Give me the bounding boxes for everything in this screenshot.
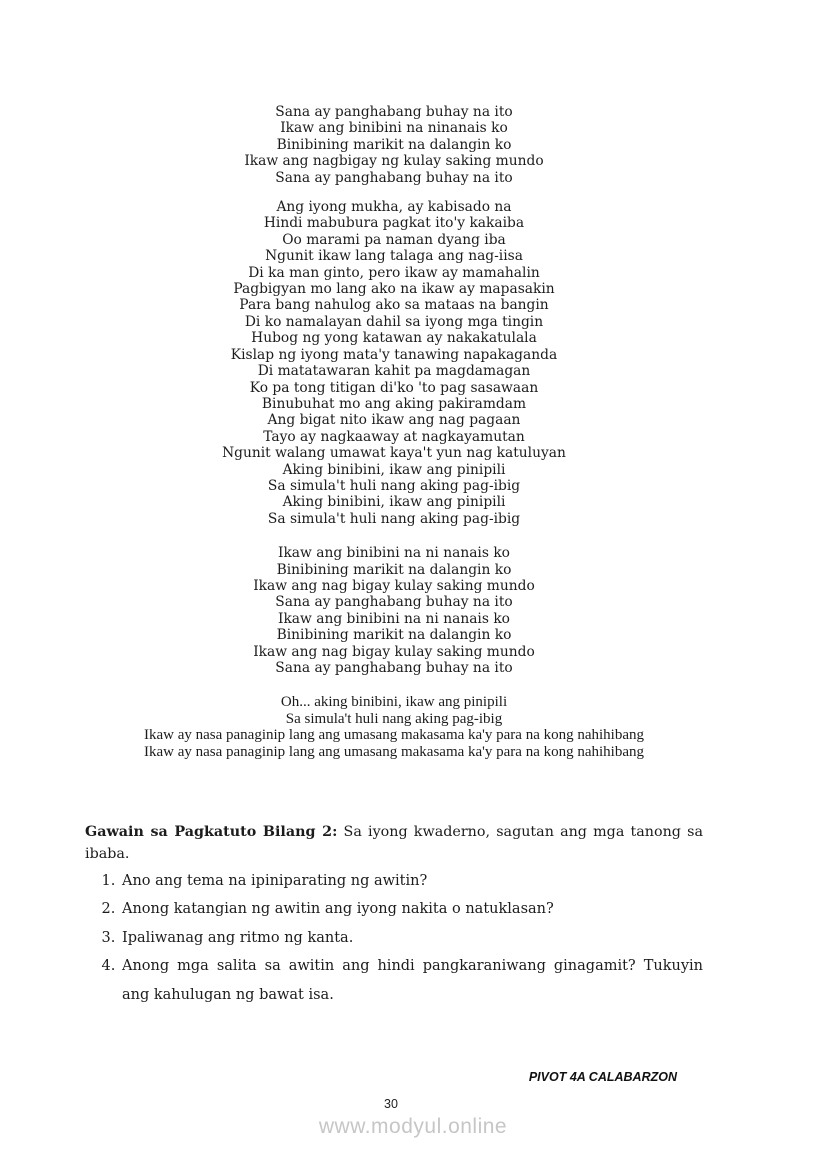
lyric-line: Kislap ng iyong mata'y tanawing napakaganda <box>230 346 558 363</box>
lyric-line: Binibining marikit na dalangin ko <box>276 136 512 153</box>
lyric-line: Pagbigyan mo lang ako na ikaw ay mapasakin <box>233 281 555 298</box>
lyric-line: Hindi mabubura pagkat ito'y kakaiba <box>263 215 525 232</box>
lyric-line: Sa simula't huli nang aking pag-ibig <box>285 710 503 727</box>
lyrics-stanza <box>85 545 703 676</box>
lyric-line: Ko pa tong titigan di'ko 'to pag sasawaan <box>249 379 539 396</box>
activity-instructions: Sa iyong kwaderno, sagutan ang mga tanong sa ibaba. <box>85 824 703 862</box>
lyric-line: Ngunit ikaw lang talaga ang nag-iisa <box>265 248 523 265</box>
lyric-line: Sana ay panghabang buhay na ito <box>275 660 513 676</box>
lyric-line: Ang iyong mukha, ay kabisado na <box>276 199 512 216</box>
questions-section <box>85 867 703 1009</box>
lyric-line: Ngunit walang umawat kaya't yun nag katuluyan <box>222 445 566 462</box>
lyric-line: Para bang nahulog ako sa mataas na bangin <box>239 297 549 314</box>
question-item: 2. Anong katangian ng awitin ang iyong nakita o natuklasan? <box>120 895 703 923</box>
lyric-line: Oh... aking binibini, ikaw ang pinipili <box>280 694 508 711</box>
lyric-line: Binibining marikit na dalangin ko <box>276 627 512 644</box>
lyrics-stanza <box>85 199 703 527</box>
lyric-line: Ikaw ang binibini na ninanais ko <box>280 120 508 137</box>
question-item: 3. Ipaliwanag ang ritmo ng kanta. <box>120 924 703 952</box>
lyric-line: Sa simula't huli nang aking pag-ibig <box>267 510 521 527</box>
lyric-line: Ikaw ay nasa panaginip lang ang umasang makasama ka'y para na kong nahihibang <box>143 727 645 744</box>
lyric-line: Sana ay panghabang buhay na ito <box>275 169 513 186</box>
lyric-line: Aking binibini, ikaw ang pinipili <box>282 461 506 478</box>
watermark: www.modyul.online <box>318 1115 508 1138</box>
lyric-line: Aking binibini, ikaw ang pinipili <box>282 494 506 511</box>
lyric-line: Ikaw ang nagbigay ng kulay saking mundo <box>244 153 544 170</box>
lyric-line: Di matatawaran kahit pa magdamagan <box>257 363 531 380</box>
lyric-line: Binubuhat mo ang aking pakiramdam <box>261 395 527 412</box>
activity-section <box>85 822 703 865</box>
question-item: 1. Ano ang tema na ipiniparating ng awitin? <box>120 867 703 895</box>
lyric-line: Oo marami pa naman dyang iba <box>282 231 506 248</box>
lyric-line: Sana ay panghabang buhay na ito <box>275 104 513 120</box>
lyrics-stanza <box>85 104 703 186</box>
lyric-line: Di ka man ginto, pero ikaw ay mamahalin <box>248 264 540 281</box>
song-lyrics <box>85 104 703 778</box>
questions-list <box>85 867 703 1009</box>
lyric-line: Sana ay panghabang buhay na ito <box>275 594 513 611</box>
lyric-line: Ikaw ang nag bigay kulay saking mundo <box>253 643 535 660</box>
lyric-line: Di ko namalayan dahil sa iyong mga tingin <box>244 313 544 330</box>
lyric-line: Sa simula't huli nang aking pag-ibig <box>267 477 521 494</box>
activity-title: Gawain sa Pagkatuto Bilang 2: <box>85 824 338 840</box>
lyric-line: Binibining marikit na dalangin ko <box>276 561 512 578</box>
lyric-line: Ang bigat nito ikaw ang nag pagaan <box>267 412 521 429</box>
lyric-line: Ikaw ang binibini na ni nanais ko <box>278 545 510 562</box>
lyric-line: Ikaw ang nag bigay kulay saking mundo <box>253 577 535 594</box>
lyric-line: Ikaw ang binibini na ni nanais ko <box>278 610 510 627</box>
page-number: 30 <box>384 1097 398 1111</box>
footer-brand: PIVOT 4A CALABARZON <box>528 1070 677 1084</box>
lyric-line: Tayo ay nagkaaway at nagkayamutan <box>263 428 525 445</box>
lyric-line: Ikaw ay nasa panaginip lang ang umasang makasama ka'y para na kong nahihibang <box>143 743 645 760</box>
lyrics-stanza <box>85 694 703 760</box>
question-item: 4. Anong mga salita sa awitin ang hindi pangkaraniwang ginagamit? Tukuyin ang kahulugan ng bawat isa. <box>120 952 703 1009</box>
activity-paragraph <box>85 822 703 865</box>
lyric-line: Hubog ng yong katawan ay nakakatulala <box>251 330 537 347</box>
